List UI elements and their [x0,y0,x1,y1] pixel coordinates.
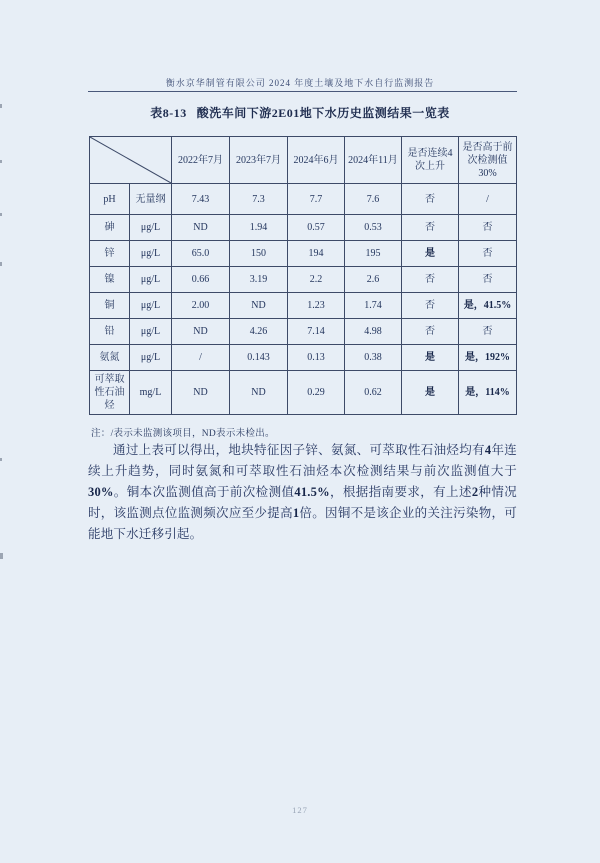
value-cell: ND [230,371,288,415]
unit-cell: 无量纲 [130,184,172,215]
running-header: 衡水京华制管有限公司 2024 年度土壤及地下水自行监测报告 [165,78,435,88]
value-cell: 否 [402,267,459,293]
diagonal-header-cell [90,137,172,184]
paragraph-segment: 通过上表可以得出，地块特征因子锌、氨氮、可萃取性石油烃均有 [113,443,485,457]
value-cell: ND [172,371,230,415]
scan-artifact [0,213,2,216]
paragraph-segment: 种情况时，该监测点位监测频次应至少提高 [88,485,517,520]
scan-artifact [0,262,2,266]
table-code: 表8-13 [150,106,187,120]
paragraph-segment: ，根据指南要求，有上述 [329,485,472,499]
unit-cell: μg/L [130,293,172,319]
value-cell: / [172,345,230,371]
value-cell: 7.7 [288,184,345,215]
table-row [90,371,517,415]
parameter-name-cell: 铅 [90,319,130,345]
value-cell: / [459,184,517,215]
value-cell: 是，192% [459,345,517,371]
table-row [90,215,517,241]
unit-cell: μg/L [130,215,172,241]
paragraph-segment: 。铜本次监测值高于前次检测值 [113,485,295,499]
value-cell: 是，41.5% [459,293,517,319]
table-note: 注：/表示未监测该项目，ND表示未检出。 [91,429,275,439]
scan-artifact [0,553,3,559]
parameter-name-cell: 氨氮 [90,345,130,371]
value-cell: 是 [402,345,459,371]
value-cell: 4.26 [230,319,288,345]
value-cell: 0.29 [288,371,345,415]
value-cell: 否 [402,293,459,319]
diagonal-line [90,137,171,183]
paragraph-segment: 年连续上升趋势，同时氨氮和可萃取性石油烃本次检测结果与前次监测值大于 [88,443,517,478]
value-cell: 7.6 [345,184,402,215]
parameter-name-cell: 锌 [90,241,130,267]
column-header: 2024年6月 [288,137,345,184]
analysis-paragraph [88,440,517,545]
paragraph-segment: 2 [471,485,479,499]
value-cell: 是 [402,241,459,267]
value-cell: 7.14 [288,319,345,345]
value-cell: 1.23 [288,293,345,319]
value-cell: 0.53 [345,215,402,241]
column-header: 2022年7月 [172,137,230,184]
parameter-name-cell: 镍 [90,267,130,293]
parameter-name-cell: 铜 [90,293,130,319]
unit-cell: μg/L [130,267,172,293]
column-header: 是否连续4次上升 [402,137,459,184]
value-cell: 否 [402,215,459,241]
value-cell: 2.6 [345,267,402,293]
value-cell: 1.94 [230,215,288,241]
unit-cell: mg/L [130,371,172,415]
value-cell: 0.143 [230,345,288,371]
value-cell: 195 [345,241,402,267]
table-body [90,184,517,415]
value-cell: ND [172,215,230,241]
table-row [90,319,517,345]
paragraph-segment: 1 [292,506,300,520]
header-rule [88,91,517,92]
value-cell: 2.2 [288,267,345,293]
value-cell: 0.62 [345,371,402,415]
unit-cell: μg/L [130,241,172,267]
table-title [0,104,600,121]
table-row [90,241,517,267]
scan-artifact [0,160,2,163]
unit-cell: μg/L [130,319,172,345]
value-cell: 是 [402,371,459,415]
value-cell: 否 [459,267,517,293]
value-cell: 否 [459,319,517,345]
table-header-row [90,137,517,184]
value-cell: 1.74 [345,293,402,319]
scan-artifact [0,458,2,461]
value-cell: 7.3 [230,184,288,215]
value-cell: 0.13 [288,345,345,371]
value-cell: 否 [402,319,459,345]
value-cell: 是，114% [459,371,517,415]
value-cell: 3.19 [230,267,288,293]
value-cell: 150 [230,241,288,267]
parameter-name-cell: 可萃取性石油烃 [90,371,130,415]
table-title-text: 酸洗车间下游2E01地下水历史监测结果一览表 [196,106,450,120]
page-number: 127 [292,805,308,815]
parameter-name-cell: pH [90,184,130,215]
table-row [90,267,517,293]
value-cell: 194 [288,241,345,267]
parameter-name-cell: 砷 [90,215,130,241]
table-row [90,293,517,319]
value-cell: 0.57 [288,215,345,241]
value-cell: 否 [459,241,517,267]
value-cell: 65.0 [172,241,230,267]
value-cell: 7.43 [172,184,230,215]
value-cell: 4.98 [345,319,402,345]
paragraph-segment: 41.5% [294,485,330,499]
paragraph-segment: 倍。因铜不是该企业的关注污染物，可能地下水迁移引起。 [88,506,517,541]
value-cell: 0.38 [345,345,402,371]
monitoring-table [89,136,517,415]
table-row [90,184,517,215]
column-header: 是否高于前次检测值30% [459,137,517,184]
unit-cell: μg/L [130,345,172,371]
value-cell: 0.66 [172,267,230,293]
paragraph-segment: 4 [484,443,492,457]
value-cell: 否 [459,215,517,241]
value-cell: ND [172,319,230,345]
column-header: 2023年7月 [230,137,288,184]
value-cell: 否 [402,184,459,215]
column-header: 2024年11月 [345,137,402,184]
value-cell: ND [230,293,288,319]
paragraph-segment: 30% [88,485,114,499]
table-row [90,345,517,371]
value-cell: 2.00 [172,293,230,319]
